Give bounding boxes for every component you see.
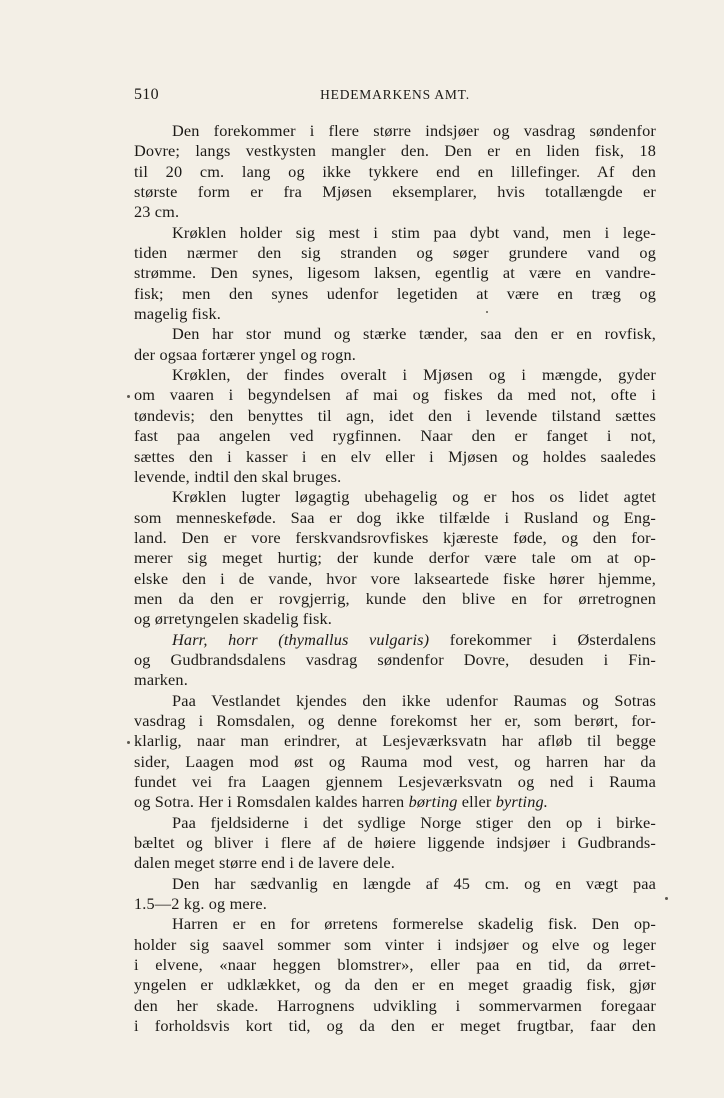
text-line: levende, indtil den skal bruges.	[134, 466, 342, 486]
print-speck	[127, 741, 130, 744]
text-line: 1.5—2 kg. og mere.	[134, 894, 267, 914]
text-line: i elvene, «naar heggen blomstrer», eller paa en tid, da ørret-	[134, 955, 656, 975]
paragraph	[134, 914, 656, 1036]
text-line: yngelen er udklækket, og da den er en meget graadig fisk, gjør	[134, 975, 656, 995]
page-header	[134, 86, 656, 108]
paragraph	[134, 487, 656, 629]
text-line: 23 cm.	[134, 202, 180, 222]
text-line: Paa fjeldsiderne i det sydlige Norge stiger den op i birke-	[172, 812, 656, 832]
text-line: Dovre; langs vestkysten mangler den. Den er en liden fisk, 18	[134, 141, 656, 161]
text-line: merer sig meget hurtig; der kunde derfor være tale om at op-	[134, 548, 656, 568]
text-line: og Gudbrandsdalens vasdrag søndenfor Dovre, desuden i Fin-	[134, 649, 656, 669]
text-line: Krøklen lugter løgagtig ubehagelig og er hos os lidet agtet	[172, 487, 656, 507]
paragraph	[134, 121, 656, 223]
text-line: fast paa angelen ved rygfinnen. Naar den er fanget i not,	[134, 426, 656, 446]
print-speck	[486, 311, 488, 313]
text-line: til 20 cm. lang og ikke tykkere end en lillefinger. Af den	[134, 161, 656, 181]
text-line: fisk; men den synes udenfor legetiden at være en træg og	[134, 283, 656, 303]
text-line: magelig fisk.	[134, 304, 221, 324]
text-line: strømme. Den synes, ligesom laksen, egentlig at være en vandre-	[134, 263, 656, 283]
print-speck	[665, 897, 668, 900]
text-line: største form er fra Mjøsen eksemplarer, hvis totallængde er	[134, 182, 656, 202]
text-line: Krøklen holder sig mest i stim paa dybt vand, men i lege-	[172, 222, 656, 242]
text-fragment: eller	[457, 792, 496, 812]
text-line: marken.	[134, 670, 188, 690]
paragraph	[134, 365, 656, 487]
local-name: byrting.	[495, 792, 549, 812]
text-line: tøndevis; den benyttes til agn, idet den i levende tilstand sættes	[134, 405, 656, 425]
body-text	[134, 121, 656, 1036]
text-line: dalen meget større end i de lavere dele.	[134, 853, 395, 873]
species-name: Harr, horr (thymallus vulgaris)	[172, 629, 430, 649]
text-line: Harren er en for ørretens formerelse skadelig fisk. Den op-	[172, 914, 656, 934]
text-line: elske den i de vande, hvor vore lakseartede fiske hører hjemme,	[134, 568, 656, 588]
text-line: som menneskeføde. Saa er dog ikke tilfælde i Rusland og Eng-	[134, 507, 656, 527]
text-line: der ogsaa fortærer yngel og rogn.	[134, 344, 356, 364]
text-fragment: forekommer i Østerdalens	[429, 629, 656, 649]
paragraph	[134, 223, 656, 325]
text-line: Den forekommer i flere større indsjøer og vasdrag søndenfor	[172, 121, 656, 140]
page-number: 510	[134, 86, 159, 103]
text-line: i forholdsvis kort tid, og da den er meget frugtbar, faar den	[134, 1016, 656, 1036]
text-line: sættes den i kasser i en elv eller i Mjøsen og holdes saaledes	[134, 446, 656, 466]
text-line: klarlig, naar man erindrer, at Lesjeværksvatn har afløb til begge	[134, 731, 656, 751]
local-name: børting	[408, 792, 458, 812]
text-line: bæltet og bliver i flere af de høiere liggende indsjøer i Gudbrands-	[134, 833, 656, 853]
text-line: vasdrag i Romsdalen, og denne forekomst her er, som berørt, for-	[134, 710, 656, 730]
text-line: holder sig saavel sommer som vinter i indsjøer og elve og leger	[134, 934, 656, 954]
text-line: Paa Vestlandet kjendes den ikke udenfor Raumas og Sotras	[172, 690, 656, 710]
running-head: HEDEMARKENS AMT.	[320, 87, 470, 102]
paragraph	[134, 324, 656, 365]
text-line: Krøklen, der findes overalt i Mjøsen og i mængde, gyder	[172, 365, 656, 385]
text-fragment: og Sotra. Her i Romsdalen kaldes harren	[134, 792, 409, 812]
text-line: den her skade. Harrognens udvikling i sommervarmen foregaar	[134, 995, 656, 1015]
text-line: fundet vei fra Laagen gjennem Lesjeværksvatn og ned i Rauma	[134, 772, 656, 791]
text-line: Den har stor mund og stærke tænder, saa den er en rovfisk,	[172, 324, 656, 344]
text-line: men da den er rovgjerrig, kunde den blive en for ørretrognen	[134, 588, 656, 608]
paragraph	[134, 874, 656, 915]
text-line	[134, 630, 656, 650]
text-line: sider, Laagen mod øst og Rauma mod vest, og harren har da	[134, 751, 656, 771]
text-line: og ørretyngelen skadelig fisk.	[134, 609, 333, 629]
paragraph	[134, 813, 656, 874]
text-line: om vaaren i begyndelsen af mai og fiskes da med not, ofte i	[134, 385, 656, 405]
paragraph	[134, 691, 656, 813]
paragraph	[134, 630, 656, 691]
text-line: land. Den er vore ferskvandsrovfiskes kjæreste føde, og den for-	[134, 527, 656, 547]
print-speck	[127, 395, 130, 398]
text-line	[134, 792, 656, 812]
text-line: Den har sædvanlig en længde af 45 cm. og en vægt paa	[172, 873, 656, 893]
text-line: tiden nærmer den sig stranden og søger grundere vand og	[134, 243, 656, 263]
